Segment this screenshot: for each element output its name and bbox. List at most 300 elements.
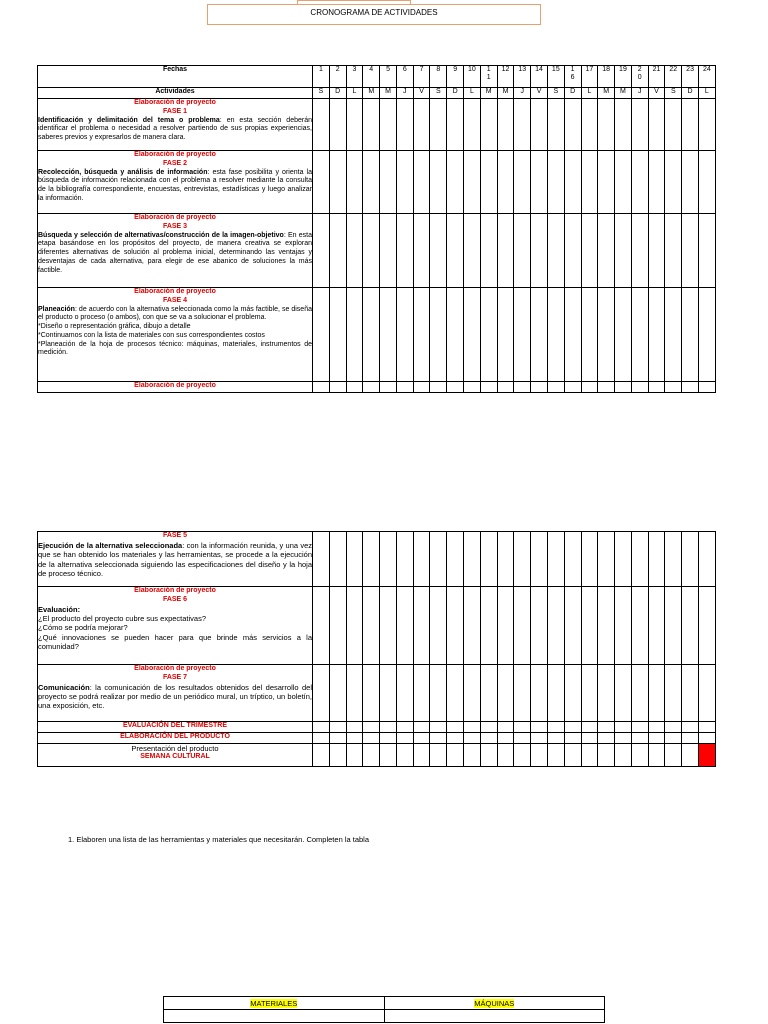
schedule-cell[interactable] <box>497 587 514 665</box>
phase-heading: Elaboración de proyecto <box>134 214 216 221</box>
schedule-cell[interactable] <box>648 214 665 288</box>
schedule-cell[interactable] <box>313 744 330 767</box>
schedule-cell[interactable] <box>531 532 548 587</box>
schedule-cell[interactable] <box>329 532 346 587</box>
schedule-cell[interactable] <box>581 722 598 733</box>
schedule-cell[interactable] <box>346 744 363 767</box>
schedule-cell[interactable] <box>447 288 464 382</box>
day-number: 2 <box>329 66 346 88</box>
schedule-cell[interactable] <box>682 382 699 393</box>
schedule-cell[interactable] <box>615 532 632 587</box>
schedule-cell[interactable] <box>497 382 514 393</box>
day-number: 1 6 <box>564 66 581 88</box>
schedule-cell[interactable] <box>346 733 363 744</box>
schedule-cell[interactable] <box>698 288 715 382</box>
schedule-cell[interactable] <box>514 532 531 587</box>
schedule-cell[interactable] <box>698 665 715 722</box>
evaluation-label: EVALUACIÓN DEL TRIMESTRE <box>123 722 227 729</box>
schedule-cell[interactable] <box>480 532 497 587</box>
schedule-cell[interactable] <box>547 288 564 382</box>
schedule-cell[interactable] <box>581 151 598 214</box>
schedule-cell[interactable] <box>480 151 497 214</box>
schedule-cell[interactable] <box>514 665 531 722</box>
schedule-cell[interactable] <box>346 99 363 151</box>
schedule-cell[interactable] <box>531 99 548 151</box>
schedule-cell[interactable] <box>631 722 648 733</box>
schedule-cell[interactable] <box>380 99 397 151</box>
schedule-cell[interactable] <box>396 587 413 665</box>
phase-row-3 <box>38 214 716 288</box>
schedule-cell[interactable] <box>447 214 464 288</box>
schedule-cell[interactable] <box>581 382 598 393</box>
schedule-cell[interactable] <box>480 288 497 382</box>
schedule-cell[interactable] <box>329 665 346 722</box>
schedule-cell[interactable] <box>430 733 447 744</box>
schedule-cell[interactable] <box>329 214 346 288</box>
schedule-cell[interactable] <box>464 744 481 767</box>
schedule-cell[interactable] <box>581 99 598 151</box>
schedule-cell[interactable] <box>396 214 413 288</box>
schedule-cell[interactable] <box>346 382 363 393</box>
schedule-cell[interactable] <box>682 214 699 288</box>
phase-number: FASE 5 <box>162 532 188 539</box>
schedule-cell[interactable] <box>648 151 665 214</box>
day-number: 4 <box>363 66 380 88</box>
schedule-cell[interactable] <box>665 382 682 393</box>
day-letter: M <box>598 88 615 99</box>
schedule-cell[interactable] <box>497 214 514 288</box>
schedule-cell[interactable] <box>464 532 481 587</box>
schedule-cell[interactable] <box>413 733 430 744</box>
schedule-cell[interactable] <box>313 532 330 587</box>
schedule-cell[interactable] <box>480 99 497 151</box>
schedule-cell[interactable] <box>313 665 330 722</box>
day-number: 1 1 <box>480 66 497 88</box>
schedule-cell[interactable] <box>648 665 665 722</box>
schedule-cell[interactable] <box>313 722 330 733</box>
schedule-cell[interactable] <box>413 214 430 288</box>
schedule-cell[interactable] <box>464 214 481 288</box>
schedule-cell[interactable] <box>380 744 397 767</box>
schedule-cell[interactable] <box>464 288 481 382</box>
schedule-cell[interactable] <box>514 587 531 665</box>
schedule-cell[interactable] <box>682 99 699 151</box>
day-letter: S <box>313 88 330 99</box>
schedule-cell[interactable] <box>631 587 648 665</box>
schedule-cell[interactable] <box>380 587 397 665</box>
schedule-cell[interactable] <box>514 733 531 744</box>
schedule-cell[interactable] <box>615 288 632 382</box>
schedule-cell[interactable] <box>313 99 330 151</box>
schedule-cell[interactable] <box>598 744 615 767</box>
schedule-cell[interactable] <box>430 99 447 151</box>
schedule-cell[interactable] <box>564 382 581 393</box>
schedule-cell[interactable] <box>413 722 430 733</box>
schedule-cell[interactable] <box>346 288 363 382</box>
schedule-cell[interactable] <box>682 587 699 665</box>
schedule-cell[interactable] <box>682 722 699 733</box>
schedule-cell[interactable] <box>547 733 564 744</box>
schedule-cell[interactable] <box>531 733 548 744</box>
schedule-cell[interactable] <box>698 382 715 393</box>
schedule-cell[interactable] <box>430 214 447 288</box>
schedule-cell[interactable] <box>413 532 430 587</box>
schedule-cell[interactable] <box>313 288 330 382</box>
schedule-cell[interactable] <box>698 99 715 151</box>
schedule-cell[interactable] <box>497 722 514 733</box>
schedule-cell[interactable] <box>631 151 648 214</box>
schedule-cell[interactable] <box>598 214 615 288</box>
schedule-cell[interactable] <box>682 288 699 382</box>
schedule-cell[interactable] <box>665 733 682 744</box>
schedule-cell[interactable] <box>380 733 397 744</box>
schedule-cell[interactable] <box>413 151 430 214</box>
actividades-label: Actividades <box>38 88 313 99</box>
schedule-cell[interactable] <box>514 151 531 214</box>
schedule-cell[interactable] <box>380 382 397 393</box>
schedule-cell[interactable] <box>363 532 380 587</box>
schedule-cell[interactable] <box>430 151 447 214</box>
schedule-cell[interactable] <box>665 288 682 382</box>
schedule-cell[interactable] <box>615 587 632 665</box>
schedule-cell[interactable] <box>396 744 413 767</box>
schedule-cell[interactable] <box>396 99 413 151</box>
schedule-cell[interactable] <box>497 532 514 587</box>
schedule-cell[interactable] <box>648 733 665 744</box>
schedule-cell[interactable] <box>313 214 330 288</box>
day-letter: S <box>547 88 564 99</box>
schedule-cell[interactable] <box>329 99 346 151</box>
schedule-cell[interactable] <box>497 665 514 722</box>
schedule-cell[interactable] <box>581 587 598 665</box>
schedule-cell[interactable] <box>363 733 380 744</box>
schedule-cell[interactable] <box>480 722 497 733</box>
schedule-cell[interactable] <box>631 214 648 288</box>
schedule-cell[interactable] <box>413 744 430 767</box>
schedule-cell[interactable] <box>631 733 648 744</box>
schedule-cell[interactable] <box>329 733 346 744</box>
schedule-cell[interactable] <box>380 214 397 288</box>
day-letter: D <box>329 88 346 99</box>
schedule-cell[interactable] <box>313 733 330 744</box>
schedule-cell[interactable] <box>380 151 397 214</box>
schedule-cell[interactable] <box>547 382 564 393</box>
schedule-cell[interactable] <box>547 744 564 767</box>
schedule-cell[interactable] <box>631 382 648 393</box>
schedule-cell[interactable] <box>648 722 665 733</box>
schedule-cell[interactable] <box>363 744 380 767</box>
schedule-cell[interactable] <box>464 99 481 151</box>
schedule-cell[interactable] <box>380 288 397 382</box>
schedule-cell[interactable] <box>615 151 632 214</box>
schedule-cell[interactable] <box>480 214 497 288</box>
schedule-cell[interactable] <box>413 99 430 151</box>
schedule-cell[interactable] <box>631 288 648 382</box>
day-number: 8 <box>430 66 447 88</box>
phase-heading: Elaboración de proyecto <box>134 151 216 158</box>
schedule-cell[interactable] <box>665 744 682 767</box>
schedule-cell[interactable] <box>329 151 346 214</box>
schedule-cell[interactable] <box>631 744 648 767</box>
schedule-cell[interactable] <box>564 532 581 587</box>
schedule-cell[interactable] <box>547 587 564 665</box>
schedule-cell[interactable] <box>396 532 413 587</box>
schedule-cell[interactable] <box>665 722 682 733</box>
schedule-cell[interactable] <box>346 151 363 214</box>
schedule-cell[interactable] <box>363 151 380 214</box>
phase-row-2 <box>38 151 716 214</box>
schedule-cell[interactable] <box>531 722 548 733</box>
schedule-cell[interactable] <box>346 587 363 665</box>
schedule-cell[interactable] <box>648 587 665 665</box>
schedule-cell[interactable] <box>682 665 699 722</box>
schedule-cell[interactable] <box>598 99 615 151</box>
schedule-cell[interactable] <box>329 382 346 393</box>
schedule-cell[interactable] <box>480 733 497 744</box>
schedule-cell[interactable] <box>346 665 363 722</box>
day-letter: M <box>615 88 632 99</box>
schedule-cell[interactable] <box>313 382 330 393</box>
schedule-cell[interactable] <box>329 744 346 767</box>
schedule-cell[interactable] <box>598 722 615 733</box>
schedule-cell[interactable] <box>615 665 632 722</box>
schedule-cell[interactable] <box>363 214 380 288</box>
schedule-cell[interactable] <box>329 288 346 382</box>
schedule-cell[interactable] <box>430 744 447 767</box>
schedule-cell[interactable] <box>531 151 548 214</box>
schedule-cell[interactable] <box>396 733 413 744</box>
schedule-cell[interactable] <box>396 665 413 722</box>
schedule-cell[interactable] <box>615 214 632 288</box>
day-letter: D <box>447 88 464 99</box>
schedule-cell[interactable] <box>363 288 380 382</box>
schedule-cell[interactable] <box>413 288 430 382</box>
schedule-cell[interactable] <box>396 151 413 214</box>
schedule-cell[interactable] <box>581 532 598 587</box>
schedule-cell[interactable] <box>447 151 464 214</box>
schedule-cell[interactable] <box>514 382 531 393</box>
materials-table <box>163 996 605 1023</box>
schedule-cell[interactable] <box>329 587 346 665</box>
schedule-cell[interactable] <box>698 587 715 665</box>
schedule-cell[interactable] <box>581 744 598 767</box>
schedule-cell[interactable] <box>547 214 564 288</box>
schedule-cell[interactable] <box>531 382 548 393</box>
schedule-cell[interactable] <box>480 744 497 767</box>
schedule-cell[interactable] <box>598 288 615 382</box>
schedule-cell[interactable] <box>598 382 615 393</box>
schedule-cell[interactable] <box>447 99 464 151</box>
schedule-cell[interactable] <box>531 744 548 767</box>
materials-cell[interactable] <box>164 1010 385 1023</box>
schedule-cell[interactable] <box>447 744 464 767</box>
schedule-cell[interactable] <box>547 532 564 587</box>
day-letter: J <box>396 88 413 99</box>
schedule-cell[interactable] <box>665 532 682 587</box>
schedule-cell[interactable] <box>531 288 548 382</box>
schedule-cell[interactable] <box>396 382 413 393</box>
schedule-cell[interactable] <box>682 733 699 744</box>
schedule-cell[interactable] <box>464 722 481 733</box>
schedule-cell[interactable] <box>564 288 581 382</box>
schedule-cell[interactable] <box>698 532 715 587</box>
schedule-cell[interactable] <box>564 214 581 288</box>
schedule-cell[interactable] <box>598 665 615 722</box>
phase-heading: Elaboración de proyecto <box>134 587 216 594</box>
schedule-cell[interactable] <box>698 151 715 214</box>
schedule-cell[interactable] <box>598 151 615 214</box>
schedule-cell[interactable] <box>380 665 397 722</box>
schedule-cell[interactable] <box>363 382 380 393</box>
schedule-cell[interactable] <box>598 532 615 587</box>
day-letter: L <box>698 88 715 99</box>
day-number: 24 <box>698 66 715 88</box>
schedule-cell[interactable] <box>329 722 346 733</box>
schedule-cell[interactable] <box>531 665 548 722</box>
schedule-cell[interactable] <box>413 665 430 722</box>
schedule-cell[interactable] <box>313 151 330 214</box>
schedule-cell[interactable] <box>497 151 514 214</box>
day-letter: L <box>464 88 481 99</box>
phase-description: : la comunicación de los resultados obtenidos del desarrollo del proyecto se podrá realizar por medio de un periódico mural, un tríptico, un boletín, una exposición, etc. <box>38 682 312 711</box>
schedule-cell[interactable] <box>430 587 447 665</box>
schedule-cell[interactable] <box>464 382 481 393</box>
schedule-cell[interactable] <box>363 722 380 733</box>
schedule-cell[interactable] <box>547 722 564 733</box>
schedule-cell[interactable] <box>497 99 514 151</box>
day-letter: S <box>430 88 447 99</box>
schedule-cell[interactable] <box>464 665 481 722</box>
schedule-cell[interactable] <box>665 99 682 151</box>
schedule-cell[interactable] <box>648 532 665 587</box>
phase-heading: Elaboración de proyecto <box>134 288 216 295</box>
schedule-cell[interactable] <box>514 99 531 151</box>
schedule-cell[interactable] <box>564 665 581 722</box>
schedule-cell[interactable] <box>447 532 464 587</box>
schedule-cell[interactable] <box>547 151 564 214</box>
schedule-cell[interactable] <box>682 744 699 767</box>
schedule-cell[interactable] <box>396 288 413 382</box>
schedule-cell[interactable] <box>698 722 715 733</box>
schedule-cell[interactable] <box>396 722 413 733</box>
schedule-cell[interactable] <box>497 744 514 767</box>
schedule-cell[interactable] <box>447 382 464 393</box>
schedule-cell[interactable] <box>346 214 363 288</box>
schedule-cell[interactable] <box>631 665 648 722</box>
schedule-cell[interactable] <box>363 665 380 722</box>
schedule-cell[interactable] <box>413 587 430 665</box>
schedule-cell[interactable] <box>631 532 648 587</box>
schedule-cell[interactable] <box>615 722 632 733</box>
schedule-cell[interactable] <box>564 722 581 733</box>
schedule-cell[interactable] <box>413 382 430 393</box>
schedule-cell[interactable] <box>346 722 363 733</box>
phase-title: Comunicación <box>38 682 90 692</box>
phase-row-4 <box>38 288 716 382</box>
schedule-cell[interactable] <box>648 744 665 767</box>
schedule-cell[interactable] <box>313 587 330 665</box>
schedule-cell[interactable] <box>547 99 564 151</box>
schedule-cell[interactable] <box>598 733 615 744</box>
schedule-cell[interactable] <box>380 722 397 733</box>
schedule-cell[interactable] <box>581 214 598 288</box>
schedule-cell[interactable] <box>464 587 481 665</box>
schedule-cell[interactable] <box>682 151 699 214</box>
schedule-cell[interactable] <box>531 214 548 288</box>
schedule-cell[interactable] <box>514 722 531 733</box>
schedule-cell[interactable] <box>547 665 564 722</box>
schedule-cell[interactable] <box>665 587 682 665</box>
schedule-cell[interactable] <box>648 288 665 382</box>
phase-line: ¿Cómo se podría mejorar? <box>38 623 128 633</box>
schedule-cell[interactable] <box>464 151 481 214</box>
schedule-cell[interactable] <box>447 587 464 665</box>
schedule-cell[interactable] <box>497 288 514 382</box>
schedule-cell[interactable] <box>581 733 598 744</box>
schedule-cell[interactable] <box>464 733 481 744</box>
fechas-label: Fechas <box>38 66 313 88</box>
schedule-cell[interactable] <box>514 744 531 767</box>
schedule-cell[interactable] <box>648 382 665 393</box>
schedule-cell[interactable] <box>497 733 514 744</box>
schedule-cell[interactable] <box>698 214 715 288</box>
schedule-cell[interactable] <box>430 288 447 382</box>
schedule-cell[interactable] <box>514 214 531 288</box>
phase-description: : con la información reunida, y una vez que se han obtenido los materiales y las herramientas, se procede a la ejecución de la alternativa seleccionada siguiendo las especificaciones del diseño y la hoja de proceso técnico. <box>38 540 312 578</box>
day-number: 7 <box>413 66 430 88</box>
schedule-cell[interactable] <box>564 99 581 151</box>
schedule-cell[interactable] <box>564 151 581 214</box>
schedule-cell[interactable] <box>665 214 682 288</box>
schedule-cell[interactable] <box>430 665 447 722</box>
schedule-cell[interactable] <box>346 532 363 587</box>
schedule-cell[interactable] <box>480 587 497 665</box>
schedule-cell[interactable] <box>564 744 581 767</box>
schedule-cell[interactable] <box>380 532 397 587</box>
schedule-cell[interactable] <box>615 382 632 393</box>
schedule-cell[interactable] <box>564 587 581 665</box>
schedule-cell[interactable] <box>581 665 598 722</box>
schedule-cell[interactable] <box>665 151 682 214</box>
schedule-cell[interactable] <box>430 722 447 733</box>
schedule-cell[interactable] <box>698 733 715 744</box>
schedule-cell[interactable] <box>447 733 464 744</box>
machines-cell[interactable] <box>384 1010 605 1023</box>
schedule-cell[interactable] <box>480 665 497 722</box>
schedule-cell[interactable] <box>682 532 699 587</box>
schedule-cell[interactable] <box>615 733 632 744</box>
day-number: 1 <box>313 66 330 88</box>
schedule-cell-marked[interactable] <box>698 744 715 767</box>
schedule-cell[interactable] <box>665 665 682 722</box>
schedule-cell[interactable] <box>480 382 497 393</box>
schedule-cell[interactable] <box>514 288 531 382</box>
schedule-cell[interactable] <box>648 99 665 151</box>
schedule-cell[interactable] <box>598 587 615 665</box>
schedule-cell[interactable] <box>430 532 447 587</box>
schedule-cell[interactable] <box>564 733 581 744</box>
schedule-cell[interactable] <box>631 99 648 151</box>
schedule-cell[interactable] <box>615 744 632 767</box>
schedule-cell[interactable] <box>615 99 632 151</box>
schedule-cell[interactable] <box>531 587 548 665</box>
schedule-cell[interactable] <box>581 288 598 382</box>
schedule-cell[interactable] <box>447 722 464 733</box>
schedule-cell[interactable] <box>430 382 447 393</box>
schedule-cell[interactable] <box>447 665 464 722</box>
schedule-cell[interactable] <box>363 587 380 665</box>
schedule-cell[interactable] <box>363 99 380 151</box>
